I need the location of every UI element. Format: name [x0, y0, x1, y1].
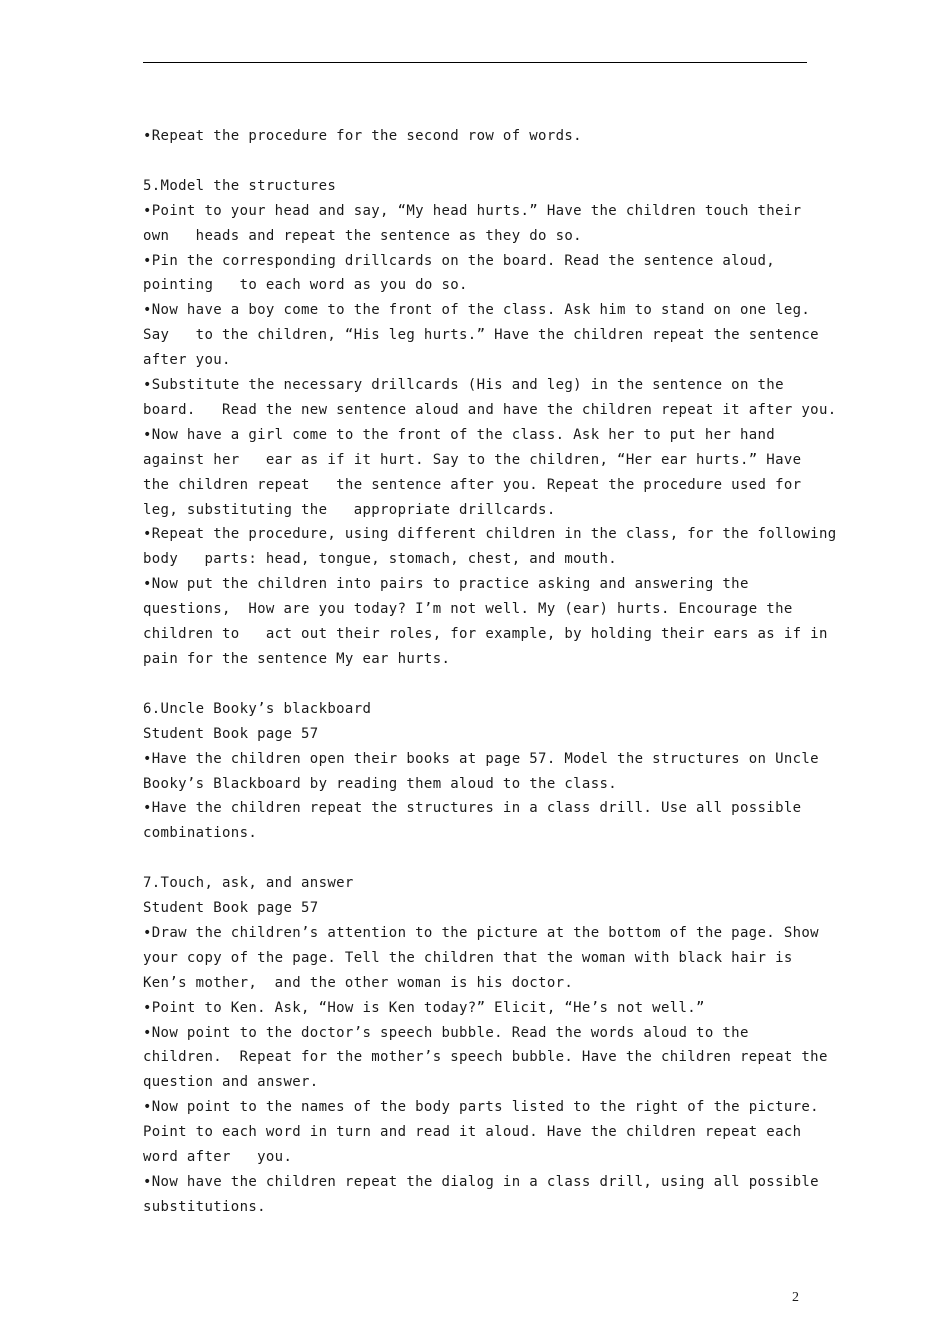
text-line: the children repeat the sentence after you. Repeat the procedure used for [143, 476, 802, 493]
text-line: Student Book page 57 [143, 900, 319, 917]
text-line: Say to the children, “His leg hurts.” Have the children repeat the sentence [143, 327, 819, 344]
text-line: •Substitute the necessary drillcards (His and leg) in the sentence on the [143, 377, 784, 394]
text-line: •Repeat the procedure, using different children in the class, for the following [143, 526, 837, 543]
text-line: Booky’s Blackboard by reading them aloud to the class. [143, 775, 618, 792]
text-line: questions, How are you today? I’m not well. My (ear) hurts. Encourage the [143, 601, 793, 618]
text-line: board. Read the new sentence aloud and have the children repeat it after you. [143, 401, 837, 418]
text-line: your copy of the page. Tell the children that the woman with black hair is [143, 949, 793, 966]
text-line: Ken’s mother, and the other woman is his doctor. [143, 974, 574, 991]
blank-line [143, 672, 823, 697]
text-line: •Draw the children’s attention to the picture at the bottom of the page. Show [143, 924, 819, 941]
text-line: •Point to Ken. Ask, “How is Ken today?” Elicit, “He’s not well.” [143, 999, 705, 1016]
text-line: body parts: head, tongue, stomach, chest, and mouth. [143, 551, 618, 568]
text-line: •Repeat the procedure for the second row of words. [143, 128, 582, 144]
text-line: Point to each word in turn and read it aloud. Have the children repeat each [143, 1124, 802, 1141]
document-body [143, 124, 837, 1220]
text-line: own heads and repeat the sentence as they do so. [143, 227, 582, 244]
text-line: word after you. [143, 1149, 293, 1166]
blank-line [143, 846, 823, 871]
text-line: question and answer. [143, 1074, 319, 1091]
text-line: 6.Uncle Booky’s blackboard [143, 700, 372, 717]
text-line: •Now point to the doctor’s speech bubble. Read the words aloud to the [143, 1024, 749, 1041]
text-line: leg, substituting the appropriate drillcards. [143, 501, 556, 518]
text-line: substitutions. [143, 1198, 266, 1215]
text-line: •Now put the children into pairs to practice asking and answering the [143, 576, 749, 593]
text-line: children to act out their roles, for example, by holding their ears as if in [143, 626, 828, 643]
text-line: pointing to each word as you do so. [143, 277, 468, 294]
text-line: against her ear as if it hurt. Say to the children, “Her ear hurts.” Have [143, 451, 802, 468]
text-line: •Now have the children repeat the dialog in a class drill, using all possible [143, 1174, 819, 1191]
text-line: children. Repeat for the mother’s speech bubble. Have the children repeat the [143, 1049, 828, 1066]
text-line: •Have the children open their books at page 57. Model the structures on Uncle [143, 750, 819, 767]
text-line: 5.Model the structures [143, 177, 337, 194]
blank-line [143, 149, 823, 174]
text-line: •Point to your head and say, “My head hurts.” Have the children touch their [143, 202, 802, 219]
text-line: after you. [143, 352, 231, 369]
text-line: Student Book page 57 [143, 725, 319, 742]
text-line: combinations. [143, 825, 258, 842]
text-line: •Now have a boy come to the front of the class. Ask him to stand on one leg. [143, 302, 811, 319]
text-line: 7.Touch, ask, and answer [143, 875, 354, 892]
header-rule [143, 62, 807, 63]
text-line: •Now have a girl come to the front of the class. Ask her to put her hand [143, 426, 776, 443]
text-line: •Have the children repeat the structures in a class drill. Use all possible [143, 800, 802, 817]
text-line: •Pin the corresponding drillcards on the board. Read the sentence aloud, [143, 252, 776, 269]
text-line: pain for the sentence My ear hurts. [143, 651, 451, 668]
text-line: •Now point to the names of the body parts listed to the right of the picture. [143, 1099, 819, 1116]
page-number: 2 [792, 1290, 799, 1305]
